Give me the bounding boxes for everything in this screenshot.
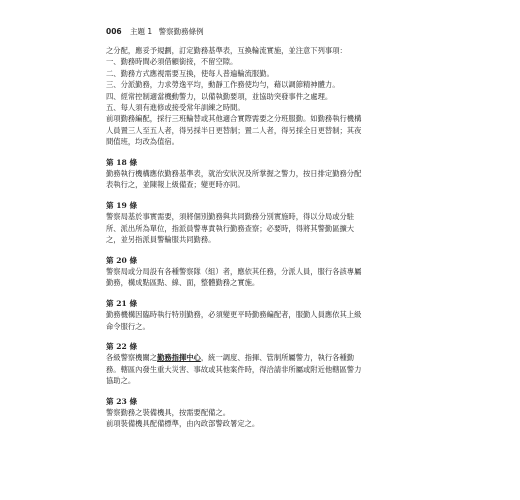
article-heading: 第 23 條 (106, 396, 138, 406)
text-line: 間值班，均改為值宿。 (106, 137, 179, 147)
intro-paragraph (106, 45, 424, 148)
text-line: 所、派出所為單位，指派員警專責執行勤務查察；必要時，得將其警勤區擴大 (106, 223, 355, 233)
text-line: 命令服行之。 (106, 321, 150, 331)
text-line: 之分配，應妥予規劃，訂定勤務基準表，互換輪流實施，並注意下列事項： (106, 46, 347, 55)
document-body (106, 45, 424, 430)
unit-label: 主題 1 (130, 27, 153, 36)
text-line: 警察勤務之裝備機具，按需要配備之。 (106, 407, 231, 417)
text-line: 前項勤務編配，採行三班輪替或其他適合實際需要之分班服勤。如勤務執行機構 (106, 114, 362, 124)
text-line: 協助之。 (106, 376, 136, 386)
text-line: 表執行之，並陳報上級備查；變更時亦同。 (106, 180, 245, 190)
highlighted-term: 勤務指揮中心 (157, 353, 201, 363)
text-line (106, 352, 424, 363)
text-line: 警察局基於事實需要，須將個別勤務與共同勤務分別實施時，得以分局或分駐 (106, 212, 355, 222)
text-line: 三、分派勤務，力求勞逸平均，動靜工作務使均勻，藉以調節精神體力。 (106, 80, 340, 90)
text-line: 前項裝備機具配備標準，由內政部警政署定之。 (106, 419, 260, 429)
article-heading: 第 18 條 (106, 157, 138, 167)
page-header (106, 27, 204, 37)
article-heading: 第 22 條 (106, 341, 138, 351)
article-18 (106, 157, 424, 191)
article-22 (106, 341, 424, 387)
document-title: 警察勤務條例 (158, 27, 204, 36)
text-line: 務。轄區內發生重大災害、事故或其他案件時，得洽請非所屬或附近他轄區警力 (106, 364, 362, 374)
text-line: 勤務，構成點區點、線、面，整體勤務之實施。 (106, 278, 260, 288)
text-line: 警察局或分局設有各種警察隊（組）者，應依其任務，分派人員，服行各該專屬 (106, 266, 362, 276)
article-20 (106, 255, 424, 289)
page-number: 006 (106, 27, 122, 36)
text-line: 一、勤務時間必須借顧銜接，不留空隙。 (106, 57, 238, 67)
text-segment: ，統一調度、指揮、管制所屬警力，執行各種勤 (200, 353, 355, 363)
article-19 (106, 200, 424, 246)
text-line: 之，並另指派員警輪服共同勤務。 (106, 235, 216, 245)
article-heading: 第 21 條 (106, 298, 138, 308)
text-line: 勤務執行機構應依勤務基準表，就治安狀況及所掌握之警力，按日排定勤務分配 (106, 169, 362, 179)
text-line: 二、勤務方式應視需要互換，使每人普遍輪流服勤。 (106, 68, 274, 78)
article-heading: 第 19 條 (106, 200, 138, 210)
text-line: 四、經常控制適當機動警力，以備執勤要項，並協助突發事件之處理。 (106, 91, 333, 101)
text-line: 人員置三人至五人者，得另採半日更替制；置二人者，得另採全日更替制；其夜 (106, 125, 362, 135)
article-heading: 第 20 條 (106, 255, 138, 265)
text-line: 五、每人須有進修或接受常年訓練之時間。 (106, 103, 245, 113)
text-segment: 各級警察機關之 (106, 353, 158, 363)
article-23 (106, 396, 424, 430)
text-line: 勤務機構因臨時執行特別勤務，必須變更平時勤務編配者，服勤人員應依其上級 (106, 310, 362, 320)
article-21 (106, 298, 424, 332)
